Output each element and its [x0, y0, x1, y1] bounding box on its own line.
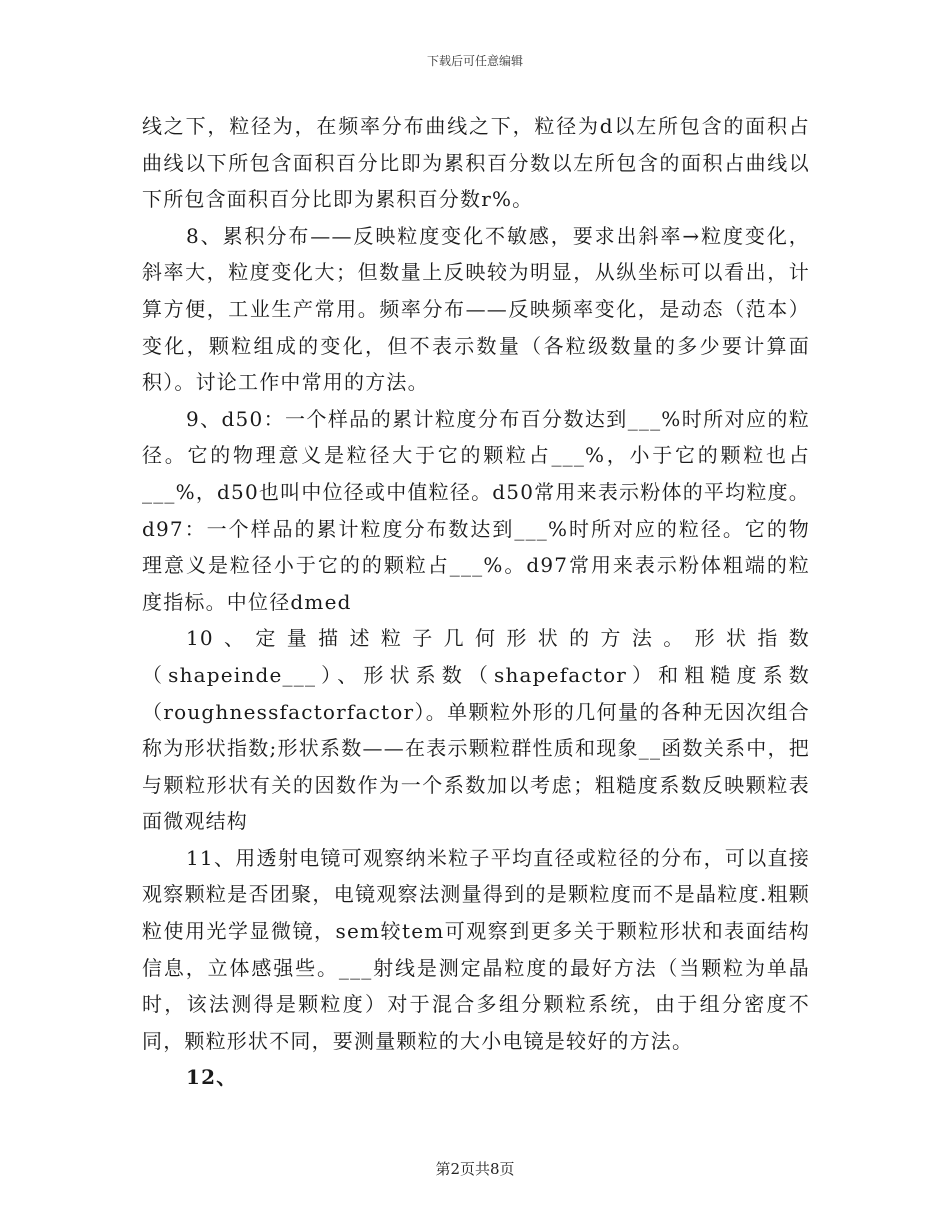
paragraph-item-10: 10、定量描述粒子几何形状的方法。形状指数（shapeinde___）、形状系数（shapefactor）和粗糙度系数（roughnessfactorfactor）。单颗粒外形的几何量的各种无因次组合称为形状指数;形状系数——在表示颗粒群性质和现象__函数关系中，把与颗粒形状有关的因数作为一个系数加以考虑；粗糙度系数反映颗粒表面微观结构	[142, 626, 810, 834]
paragraph-item-8: 8、累积分布——反映粒度变化不敏感，要求出斜率→粒度变化，斜率大，粒度变化大；但数量上反映较为明显，从纵坐标可以看出，计算方便，工业生产常用。频率分布——反映频率变化，是动态（范本）变化，颗粒组成的变化，但不表示数量（各粒级数量的多少要计算面积）。讨论工作中常用的方法。	[142, 223, 810, 395]
document-body	[142, 108, 810, 1096]
paragraph-continuation: 线之下，粒径为，在频率分布曲线之下，粒径为d以左所包含的面积占曲线以下所包含面积百分比即为累积百分数以左所包含的面积占曲线以下所包含面积百分比即为累积百分数r%。	[142, 114, 810, 212]
paragraph-item-11: 11、用透射电镜可观察纳米粒子平均直径或粒径的分布，可以直接观察颗粒是否团聚，电镜观察法测量得到的是颗粒度而不是晶粒度.粗颗粒使用光学显微镜，sem较tem可观察到更多关于颗粒形状和表面结构信息，立体感强些。___射线是测定晶粒度的最好方法（当颗粒为单晶时，该法测得是颗粒度）对于混合多组分颗粒系统，由于组分密度不同，颗粒形状不同，要测量颗粒的大小电镜是较好的方法。	[142, 845, 810, 1053]
paragraph-item-9: 9、d50：一个样品的累计粒度分布百分数达到___%时所对应的粒径。它的物理意义是粒径大于它的颗粒占___%，小于它的颗粒也占___%，d50也叫中位径或中值粒径。d50常用来表示粉体的平均粒度。d97：一个样品的累计粒度分布数达到___%时所对应的粒径。它的物理意义是粒径小于它的的颗粒占___%。d97常用来表示粉体粗端的粒度指标。中位径dmed	[142, 406, 810, 614]
paragraph-item-12-heading: 12、	[186, 1065, 238, 1090]
page-header-note: 下载后可任意编辑	[426, 54, 523, 68]
page-number-footer: 第2页共8页	[435, 1160, 515, 1178]
